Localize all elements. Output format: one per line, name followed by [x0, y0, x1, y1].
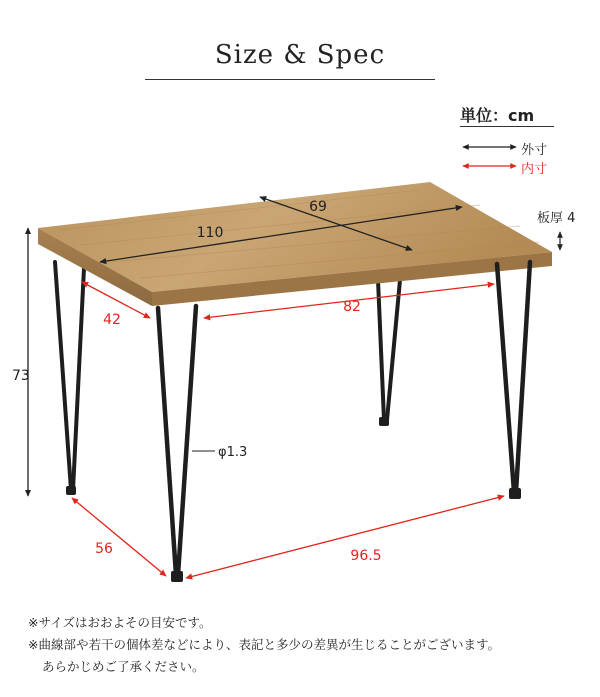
- foot-depth-arrow: [72, 498, 166, 576]
- thickness-label: 板厚 4: [537, 211, 576, 226]
- foot-width-arrow: [186, 496, 504, 578]
- note-line-3: あらかじめご了承ください。: [42, 659, 205, 674]
- inner-depth-label: 42: [103, 312, 121, 328]
- inner-width-label: 82: [343, 299, 361, 315]
- notes: [28, 612, 500, 678]
- note-line-2: ※曲線部や若干の個体差などにより、表記と多少の差異が生じることがございます。: [28, 637, 500, 652]
- foot-width-label: 96.5: [350, 548, 382, 564]
- width-top-label: 110: [196, 225, 224, 241]
- page-title: Size & Spec: [214, 40, 386, 70]
- unit-label: 単位：cm: [460, 106, 535, 125]
- tabletop: [38, 182, 552, 306]
- leg-diameter-label: φ1.3: [218, 445, 248, 460]
- note-line-1: ※サイズはおおよその目安です。: [28, 615, 212, 630]
- legend-inner-label: 内寸: [521, 162, 548, 177]
- legend-outer-label: 外寸: [521, 143, 548, 158]
- depth-top-label: 69: [309, 199, 327, 215]
- foot-depth-label: 56: [95, 541, 113, 557]
- height-label: 73: [12, 368, 30, 384]
